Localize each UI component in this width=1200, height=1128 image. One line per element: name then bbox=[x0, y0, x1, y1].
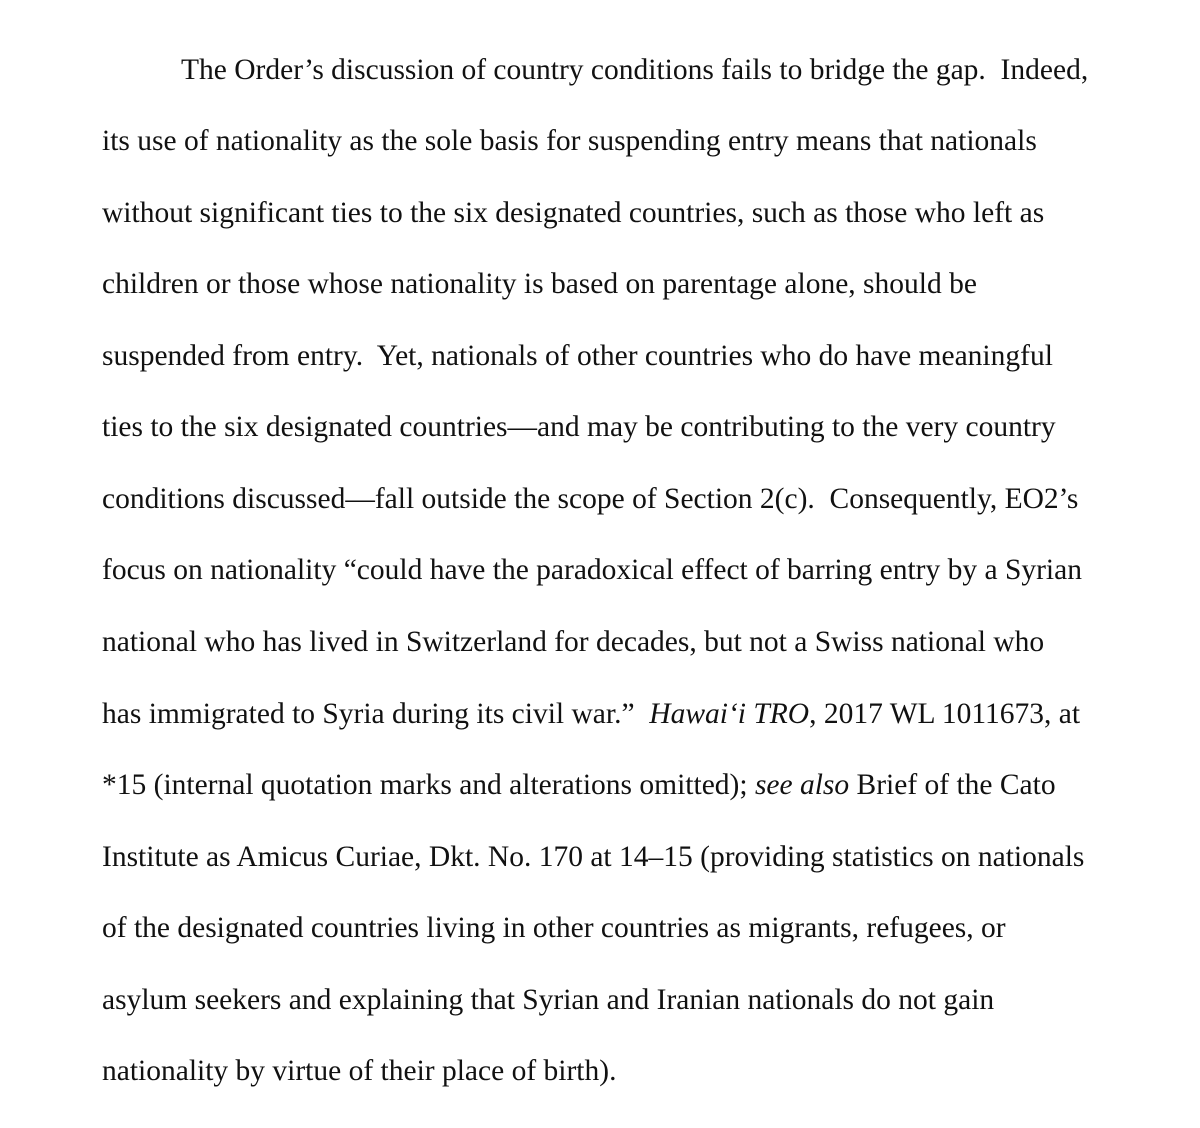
paragraph-line-2: its use of nationality as the sole basis for suspending entry means that nationals bbox=[102, 125, 1037, 157]
paragraph-line-13: of the designated countries living in other countries as migrants, refugees, or bbox=[102, 912, 1006, 944]
paragraph-line-12: Institute as Amicus Curiae, Dkt. No. 170 at 14–15 (providing statistics on nationals bbox=[102, 841, 1085, 873]
paragraph-line-9: national who has lived in Switzerland for decades, but not a Swiss national who bbox=[102, 626, 1045, 658]
citation-signal: see also bbox=[754, 769, 850, 801]
paragraph-line-4: children or those whose nationality is based on parentage alone, should be bbox=[102, 268, 977, 300]
citation-case-name: Hawai‘i TRO bbox=[649, 698, 810, 730]
line-10-text: has immigrated to Syria during its civil war.” bbox=[102, 698, 650, 730]
paragraph-line-15: nationality by virtue of their place of birth). bbox=[102, 1055, 617, 1087]
paragraph-line-11 bbox=[102, 767, 1056, 803]
citation-reporter: , 2017 WL 1011673, at bbox=[809, 698, 1081, 730]
paragraph-line-3: without significant ties to the six designated countries, such as those who left as bbox=[102, 197, 1045, 229]
paragraph-line-1: The Order’s discussion of country conditions fails to bridge the gap. Indeed, bbox=[181, 54, 1089, 86]
paragraph-line-7: conditions discussed—fall outside the scope of Section 2(c). Consequently, EO2’s bbox=[102, 483, 1079, 515]
paragraph-line-5: suspended from entry. Yet, nationals of other countries who do have meaningful bbox=[102, 340, 1053, 372]
paragraph-line-8: focus on nationality “could have the paradoxical effect of barring entry by a Syrian bbox=[102, 554, 1082, 586]
paragraph-line-6: ties to the six designated countries—and may be contributing to the very country bbox=[102, 411, 1056, 443]
paragraph-line-14: asylum seekers and explaining that Syrian and Iranian nationals do not gain bbox=[102, 984, 995, 1016]
line-11-text: *15 (internal quotation marks and alterations omitted); bbox=[102, 769, 755, 801]
paragraph-line-10 bbox=[102, 696, 1080, 732]
line-11-tail: Brief of the Cato bbox=[849, 769, 1056, 801]
